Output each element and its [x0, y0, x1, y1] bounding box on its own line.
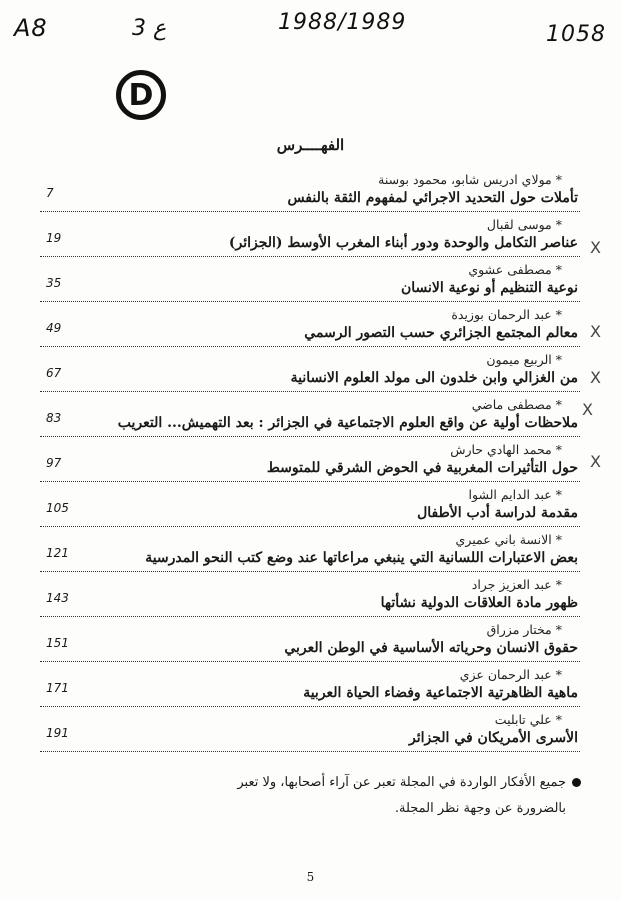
entry-page-number: 49 [46, 321, 62, 335]
page-number: 5 [306, 870, 315, 884]
entry-page-number: 19 [46, 231, 62, 245]
star-icon: * [555, 217, 562, 232]
author-name: عبد الرحمان عزي [459, 667, 552, 682]
author-name: مصطفى ماضي [471, 397, 552, 412]
entry-title: بعض الاعتبارات اللسانية التي ينبغي مراعاتها عند وضع كتب النحو المدرسية [145, 550, 578, 566]
entry-title: تأملات حول التحديد الاجرائي لمفهوم الثقة بالنفس [287, 190, 578, 206]
author-name: محمد الهادي حارش [450, 442, 552, 457]
entry-page-number: 151 [46, 636, 69, 650]
handwritten-issue: 3 ع [132, 16, 167, 41]
entry-title-line [40, 231, 580, 257]
entry-author [495, 712, 562, 727]
entry-title-line [40, 456, 580, 482]
entry-author [487, 217, 562, 232]
entry-title: ملاحظات أولية عن واقع العلوم الاجتماعية في الجزائر : بعد التهميش... التعريب [117, 415, 578, 431]
toc-entry [40, 352, 580, 397]
star-icon: * [555, 712, 562, 727]
note-line-1: جميع الأفكار الواردة في المجلة تعبر عن آراء أصحابها، ولا تعبر [237, 775, 566, 790]
entry-page-number: 35 [46, 276, 62, 290]
star-icon: * [555, 577, 562, 592]
margin-marks [582, 0, 614, 900]
entry-title: نوعية التنظيم أو نوعية الانسان [400, 280, 578, 296]
toc-list [40, 172, 580, 757]
margin-x-mark: X [590, 322, 601, 341]
entry-page-number: 105 [46, 501, 69, 515]
toc-entry [40, 217, 580, 262]
toc-entry [40, 172, 580, 217]
author-name: عبد الدايم الشوا [468, 487, 552, 502]
entry-title: عناصر التكامل والوحدة ودور أبناء المغرب الأوسط (الجزائر) [228, 235, 578, 251]
entry-title: معالم المجتمع الجزائري حسب التصور الرسمي [304, 325, 578, 341]
entry-author [450, 442, 562, 457]
margin-x-mark: X [590, 238, 601, 257]
author-name: مولاي ادريس شابو، محمود بوسنة [378, 172, 552, 187]
entry-title-line [40, 591, 580, 617]
entry-author [472, 577, 562, 592]
disclaimer-note [181, 770, 581, 822]
toc-heading: الفهــــرس [276, 136, 345, 154]
margin-x-mark: X [582, 400, 593, 419]
entry-page-number: 67 [46, 366, 62, 380]
margin-x-mark: X [590, 452, 601, 471]
entry-title-line [40, 321, 580, 347]
entry-page-number: 121 [46, 546, 69, 560]
star-icon: * [555, 532, 562, 547]
entry-author [451, 307, 562, 322]
stamp-letter: D [128, 77, 154, 113]
author-name: مختار مزراق [486, 622, 552, 637]
bullet-icon [572, 778, 581, 787]
entry-page-number: 97 [46, 456, 62, 470]
entry-title-line [40, 276, 580, 302]
entry-title-line [40, 546, 580, 572]
entry-page-number: 83 [46, 411, 62, 425]
margin-x-mark: X [590, 368, 601, 387]
entry-author [378, 172, 562, 187]
star-icon: * [555, 622, 562, 637]
entry-title: من الغزالي وابن خلدون الى مولد العلوم الانسانية [290, 370, 578, 386]
handwritten-number: 1058 [546, 22, 606, 47]
star-icon: * [555, 487, 562, 502]
handwritten-year: 1988/1989 [278, 10, 407, 35]
handwritten-code: A8 [14, 14, 48, 42]
toc-entry [40, 667, 580, 712]
author-name: عبد الرحمان بوزيدة [451, 307, 552, 322]
entry-author [486, 352, 562, 367]
entry-title: مقدمة لدراسة أدب الأطفال [417, 505, 578, 521]
entry-title: الأسرى الأمريكان في الجزائر [409, 730, 578, 746]
entry-title-line [40, 501, 580, 527]
toc-entry [40, 307, 580, 352]
entry-title-line [40, 726, 580, 752]
author-name: موسى لقبال [486, 217, 552, 232]
entry-title-line [40, 366, 580, 392]
star-icon: * [555, 397, 562, 412]
entry-author [487, 622, 562, 637]
entry-author [472, 397, 562, 412]
entry-page-number: 191 [46, 726, 69, 740]
star-icon: * [555, 307, 562, 322]
entry-title: ظهور مادة العلاقات الدولية نشأتها [380, 595, 578, 611]
note-line-2: بالضرورة عن وجهة نظر المجلة. [394, 801, 566, 816]
author-name: مصطفى عشوي [468, 262, 552, 277]
entry-page-number: 171 [46, 681, 69, 695]
toc-entry [40, 397, 580, 442]
toc-entry [40, 442, 580, 487]
entry-title-line [40, 411, 580, 437]
author-name: علي تابليت [494, 712, 552, 727]
toc-entry [40, 712, 580, 757]
author-name: الانسة باني عميري [455, 532, 552, 547]
entry-title-line [40, 681, 580, 707]
entry-title-line [40, 186, 580, 212]
toc-entry [40, 487, 580, 532]
entry-author [456, 532, 562, 547]
entry-page-number: 143 [46, 591, 69, 605]
author-name: عبد العزيز جراد [471, 577, 552, 592]
entry-title-line [40, 636, 580, 662]
star-icon: * [555, 262, 562, 277]
star-icon: * [555, 172, 562, 187]
entry-author [468, 262, 562, 277]
d-stamp [116, 70, 166, 120]
entry-title: حقوق الانسان وحرياته الأساسية في الوطن العربي [284, 640, 578, 656]
entry-title: حول التأثيرات المغربية في الحوض الشرقي للمتوسط [266, 460, 578, 476]
entry-author [469, 487, 562, 502]
entry-page-number: 7 [46, 186, 54, 200]
entry-title: ماهية الظاهرتية الاجتماعية وفضاء الحياة العربية [303, 685, 578, 701]
toc-entry [40, 577, 580, 622]
author-name: الربيع ميمون [486, 352, 552, 367]
toc-entry [40, 622, 580, 667]
star-icon: * [555, 442, 562, 457]
star-icon: * [555, 352, 562, 367]
toc-entry [40, 262, 580, 307]
toc-entry [40, 532, 580, 577]
star-icon: * [555, 667, 562, 682]
entry-author [460, 667, 562, 682]
